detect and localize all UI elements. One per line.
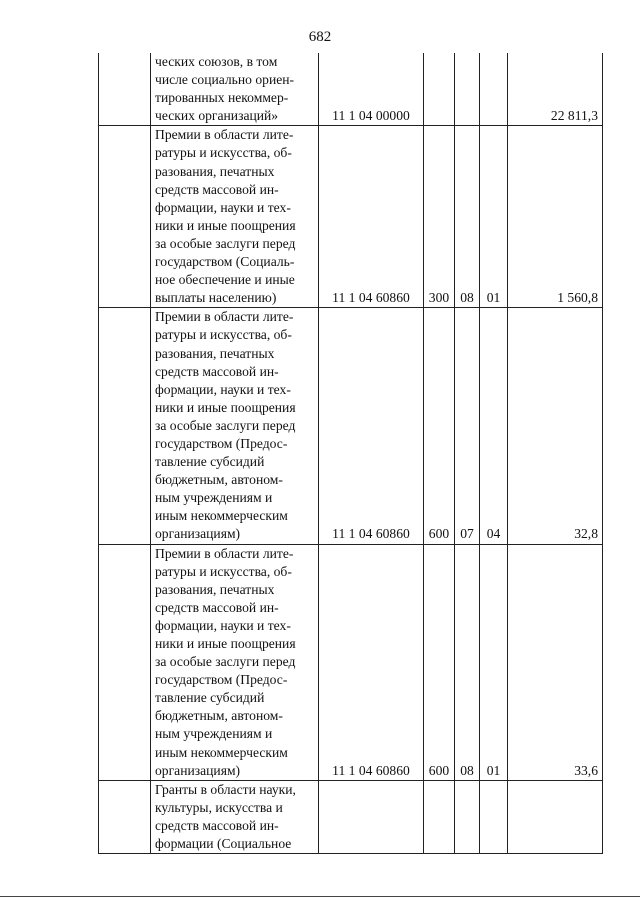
expense-type-cell [424, 780, 455, 853]
budget-table [98, 53, 603, 854]
section-cell [455, 53, 480, 126]
section-cell: 08 [455, 544, 480, 780]
expense-type-cell: 300 [424, 126, 455, 308]
item-name-cell: Премии в области лите- ратуры и искусства, об- разования, печатных средств массовой ин- формации, науки и тех- ники и иные поощрения за особые заслуги перед государством (Предос- тавление субсидий бюджетным, автоном- ным учреждениям и иным некоммерческим организациям) [151, 544, 319, 780]
item-name-cell: Премии в области лите- ратуры и искусства, об- разования, печатных средств массовой ин- формации, науки и тех- ники и иные поощрения за особые заслуги перед государством (Предос- тавление субсидий бюджетным, автоном- ным учреждениям и иным некоммерческим организациям) [151, 308, 319, 544]
item-name-cell: Премии в области лите- ратуры и искусства, об- разования, печатных средств массовой ин- формации, науки и тех- ники и иные поощрения за особые заслуги перед государством (Социаль- ное обеспечение и иные выплаты населению) [151, 126, 319, 308]
page-bottom-rule [0, 896, 640, 897]
target-code-cell: 11 1 04 60860 [319, 544, 424, 780]
section-cell: 07 [455, 308, 480, 544]
table-row [99, 308, 603, 544]
row-number-cell [99, 308, 151, 544]
expense-type-cell: 600 [424, 308, 455, 544]
row-number-cell [99, 53, 151, 126]
table-row [99, 126, 603, 308]
item-name-cell: Гранты в области науки, культуры, искусства и средств массовой ин- формации (Социальное [151, 780, 319, 853]
row-number-cell [99, 780, 151, 853]
target-code-cell: 11 1 04 60860 [319, 126, 424, 308]
section-cell: 08 [455, 126, 480, 308]
amount-cell: 32,8 [508, 308, 603, 544]
table-row [99, 53, 603, 126]
amount-cell: 33,6 [508, 544, 603, 780]
row-number-cell [99, 544, 151, 780]
subsection-cell: 04 [480, 308, 508, 544]
target-code-cell: 11 1 04 60860 [319, 308, 424, 544]
subsection-cell: 01 [480, 544, 508, 780]
amount-cell [508, 780, 603, 853]
item-name-cell: ческих союзов, в том числе социально ориен- тированных некоммер- ческих организаций» [151, 53, 319, 126]
page-number: 682 [308, 29, 332, 45]
amount-cell: 1 560,8 [508, 126, 603, 308]
table-row [99, 780, 603, 853]
expense-type-cell [424, 53, 455, 126]
section-cell [455, 780, 480, 853]
table-row [99, 544, 603, 780]
subsection-cell [480, 780, 508, 853]
row-number-cell [99, 126, 151, 308]
target-code-cell: 11 1 04 00000 [319, 53, 424, 126]
amount-cell: 22 811,3 [508, 53, 603, 126]
subsection-cell [480, 53, 508, 126]
target-code-cell [319, 780, 424, 853]
expense-type-cell: 600 [424, 544, 455, 780]
subsection-cell: 01 [480, 126, 508, 308]
